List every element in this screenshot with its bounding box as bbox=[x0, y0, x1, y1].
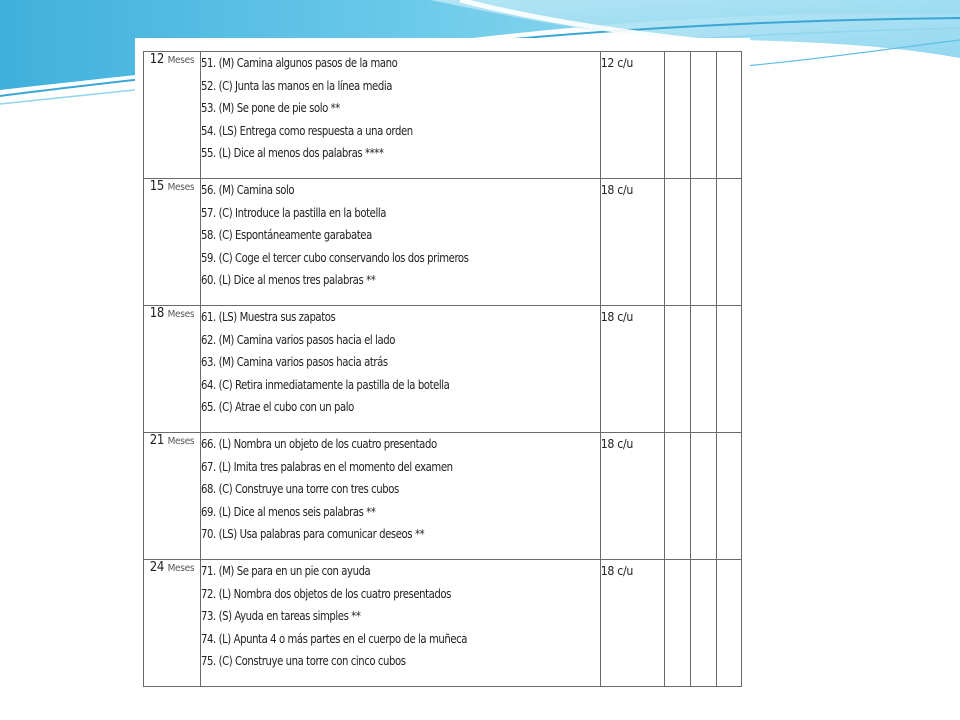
item-text: 58. (C) Espontáneamente garabatea bbox=[201, 228, 372, 243]
item-text: 55. (L) Dice al menos dos palabras **** bbox=[201, 146, 384, 161]
table-row bbox=[144, 433, 742, 560]
rate-cell: 18 c/u bbox=[600, 306, 664, 433]
check-cell bbox=[716, 433, 741, 560]
item-text: 73. (S) Ayuda en tareas simples ** bbox=[201, 609, 361, 624]
check-cell bbox=[664, 560, 690, 687]
check-cell bbox=[690, 560, 716, 687]
item-text: 53. (M) Se pone de pie solo ** bbox=[201, 101, 341, 116]
age-number: 21 bbox=[149, 433, 165, 448]
rate-cell: 18 c/u bbox=[600, 433, 664, 560]
check-cell bbox=[716, 179, 741, 306]
items-cell bbox=[201, 306, 601, 433]
age-cell bbox=[144, 52, 201, 179]
items-cell bbox=[201, 433, 601, 560]
development-scale-table bbox=[143, 51, 742, 687]
age-unit: Meses bbox=[167, 55, 195, 66]
items-cell bbox=[201, 179, 601, 306]
rate-cell: 18 c/u bbox=[600, 560, 664, 687]
rate-cell: 12 c/u bbox=[600, 52, 664, 179]
items-cell bbox=[201, 560, 601, 687]
item-text: 68. (C) Construye una torre con tres cubos bbox=[201, 482, 399, 497]
check-cell bbox=[690, 179, 716, 306]
age-unit: Meses bbox=[167, 182, 195, 193]
item-text: 54. (LS) Entrega como respuesta a una orden bbox=[201, 123, 413, 138]
item-text: 52. (C) Junta las manos en la línea media bbox=[201, 78, 393, 93]
item-text: 67. (L) Imita tres palabras en el momento del examen bbox=[201, 459, 453, 474]
check-cell bbox=[664, 306, 690, 433]
check-cell bbox=[716, 306, 741, 433]
item-text: 70. (LS) Usa palabras para comunicar deseos ** bbox=[201, 527, 425, 542]
check-cell bbox=[690, 306, 716, 433]
table-row bbox=[144, 560, 742, 687]
item-text: 71. (M) Se para en un pie con ayuda bbox=[201, 564, 371, 578]
item-text: 66. (L) Nombra un objeto de los cuatro presentado bbox=[201, 437, 437, 451]
age-cell bbox=[144, 179, 201, 306]
check-cell bbox=[664, 179, 690, 306]
item-text: 51. (M) Camina algunos pasos de la mano bbox=[201, 56, 398, 70]
item-text: 62. (M) Camina varios pasos hacia el lado bbox=[201, 332, 396, 347]
age-unit: Meses bbox=[167, 309, 195, 320]
item-text: 65. (C) Atrae el cubo con un palo bbox=[201, 400, 354, 415]
items-cell bbox=[201, 52, 601, 179]
rate-cell: 18 c/u bbox=[600, 179, 664, 306]
age-number: 24 bbox=[149, 560, 165, 575]
item-text: 63. (M) Camina varios pasos hacia atrás bbox=[201, 355, 388, 370]
check-cell bbox=[716, 560, 741, 687]
age-cell bbox=[144, 306, 201, 433]
table-row bbox=[144, 179, 742, 306]
item-text: 74. (L) Apunta 4 o más partes en el cuerpo de la muñeca bbox=[201, 631, 468, 646]
age-number: 12 bbox=[149, 52, 165, 67]
item-text: 56. (M) Camina solo bbox=[201, 183, 295, 197]
check-cell bbox=[716, 52, 741, 179]
age-unit: Meses bbox=[167, 563, 195, 574]
age-cell bbox=[144, 560, 201, 687]
check-cell bbox=[690, 433, 716, 560]
check-cell bbox=[690, 52, 716, 179]
check-cell bbox=[664, 52, 690, 179]
age-unit: Meses bbox=[167, 436, 195, 447]
item-text: 75. (C) Construye una torre con cinco cubos bbox=[201, 654, 406, 669]
age-number: 15 bbox=[149, 179, 165, 194]
age-cell bbox=[144, 433, 201, 560]
item-text: 57. (C) Introduce la pastilla en la botella bbox=[201, 205, 387, 220]
item-text: 59. (C) Coge el tercer cubo conservando los dos primeros bbox=[201, 250, 469, 265]
item-text: 60. (L) Dice al menos tres palabras ** bbox=[201, 273, 376, 288]
age-number: 18 bbox=[149, 306, 165, 321]
check-cell bbox=[664, 433, 690, 560]
table-row bbox=[144, 306, 742, 433]
item-text: 69. (L) Dice al menos seis palabras ** bbox=[201, 504, 376, 519]
table-row bbox=[144, 52, 742, 179]
item-text: 64. (C) Retira inmediatamente la pastilla de la botella bbox=[201, 377, 450, 392]
item-text: 72. (L) Nombra dos objetos de los cuatro presentados bbox=[201, 586, 452, 601]
item-text: 61. (LS) Muestra sus zapatos bbox=[201, 310, 336, 324]
